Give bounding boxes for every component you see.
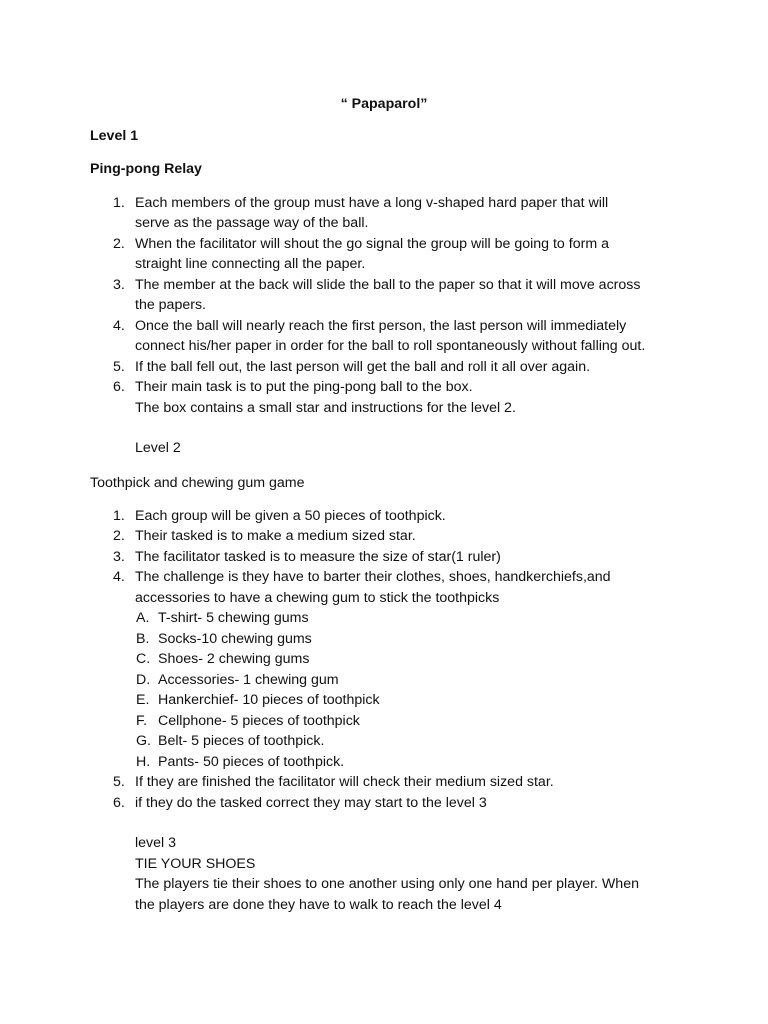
list-item-line: the papers.	[135, 297, 206, 313]
sublist-letter: E.	[136, 692, 150, 708]
sublist-letter: G.	[136, 733, 151, 749]
list-number: 4.	[113, 318, 125, 334]
list-number: 3.	[113, 277, 125, 293]
level2-heading: Level 2	[135, 440, 181, 456]
list-item-line: connect his/her paper in order for the ball to roll spontaneously without falling out.	[135, 338, 646, 354]
list-item-line: if they do the tasked correct they may start to the level 3	[135, 795, 487, 811]
list-item-line: The facilitator tasked is to measure the size of star(1 ruler)	[135, 549, 501, 565]
list-item-line: Their main task is to put the ping-pong ball to the box.	[135, 379, 473, 395]
sublist-letter: C.	[136, 651, 151, 667]
list-item-line: Each group will be given a 50 pieces of toothpick.	[135, 508, 446, 524]
sublist-item: Socks-10 chewing gums	[158, 631, 312, 647]
sublist-letter: B.	[136, 631, 150, 647]
list-number: 1.	[113, 508, 125, 524]
list-number: 3.	[113, 549, 125, 565]
sublist-item: Shoes- 2 chewing gums	[158, 651, 310, 667]
list-number: 6.	[113, 379, 125, 395]
level3-paragraph-line: the players are done they have to walk to reach the level 4	[135, 897, 502, 913]
list-number: 1.	[113, 195, 125, 211]
level1-heading: Level 1	[90, 128, 139, 144]
document-title: “ Papaparol”	[340, 96, 428, 112]
list-number: 2.	[113, 528, 125, 544]
sublist-letter: A.	[136, 610, 150, 626]
list-item-line: The challenge is they have to barter their clothes, shoes, handkerchiefs,and	[135, 569, 611, 585]
sublist-letter: F.	[136, 713, 148, 729]
sublist-letter: D.	[136, 672, 151, 688]
level2-subheading: Toothpick and chewing gum game	[90, 475, 305, 491]
list-item-line: If they are finished the facilitator will check their medium sized star.	[135, 774, 554, 790]
list-number: 5.	[113, 774, 125, 790]
level1-subheading: Ping-pong Relay	[90, 161, 202, 177]
sublist-item: Belt- 5 pieces of toothpick.	[158, 733, 325, 749]
sublist-item: Pants- 50 pieces of toothpick.	[158, 754, 345, 770]
list-number: 6.	[113, 795, 125, 811]
list-item-line: The member at the back will slide the ball to the paper so that it will move across	[135, 277, 641, 293]
list-item-line: The box contains a small star and instructions for the level 2.	[135, 400, 516, 416]
level3-subheading: TIE YOUR SHOES	[135, 856, 256, 872]
sublist-item: T-shirt- 5 chewing gums	[158, 610, 309, 626]
list-item-line: Each members of the group must have a long v-shaped hard paper that will	[135, 195, 609, 211]
sublist-item: Cellphone- 5 pieces of toothpick	[158, 713, 360, 729]
list-item-line: Their tasked is to make a medium sized star.	[135, 528, 416, 544]
list-item-line: serve as the passage way of the ball.	[135, 215, 369, 231]
list-item-line: If the ball fell out, the last person will get the ball and roll it all over again.	[135, 359, 591, 375]
list-item-line: straight line connecting all the paper.	[135, 256, 366, 272]
sublist-letter: H.	[136, 754, 151, 770]
list-number: 2.	[113, 236, 125, 252]
list-item-line: When the facilitator will shout the go signal the group will be going to form a	[135, 236, 609, 252]
list-number: 4.	[113, 569, 125, 585]
list-number: 5.	[113, 359, 125, 375]
list-item-line: Once the ball will nearly reach the first person, the last person will immediately	[135, 318, 627, 334]
sublist-item: Hankerchief- 10 pieces of toothpick	[158, 692, 380, 708]
sublist-item: Accessories- 1 chewing gum	[158, 672, 339, 688]
list-item-line: accessories to have a chewing gum to stick the toothpicks	[135, 590, 500, 606]
level3-paragraph-line: The players tie their shoes to one another using only one hand per player. When	[135, 876, 639, 892]
level3-heading: level 3	[135, 835, 177, 851]
